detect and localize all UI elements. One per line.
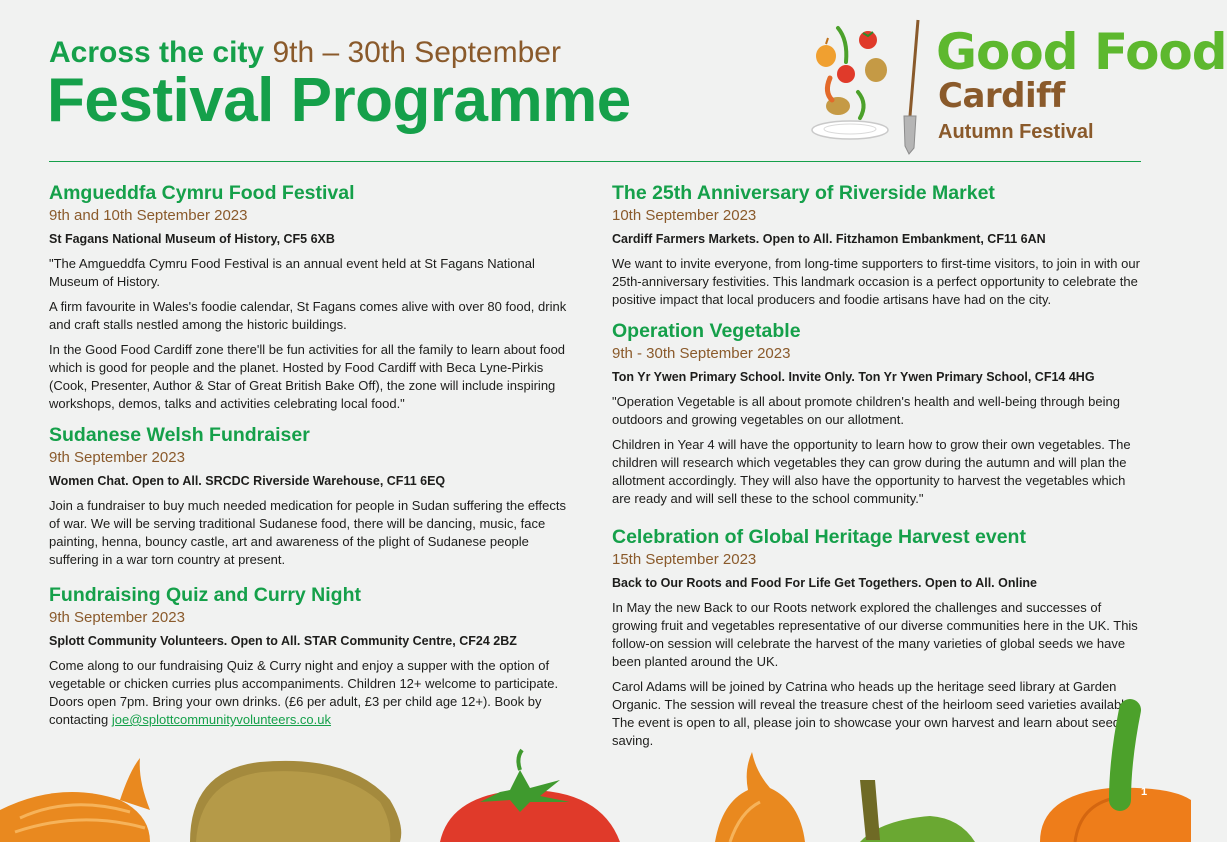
event-title: Sudanese Welsh Fundraiser: [49, 424, 310, 446]
event-date: 10th September 2023: [612, 207, 757, 224]
event-description: Children in Year 4 will have the opportunity to learn how to grow their own vegetables. The children will research which vegetables they can grow during the autumn and will plan the allotment accordingly. They will also have the opportunity to harvest the vegetables which are ready and will sell these to the school community.": [612, 437, 1131, 506]
page-title: Festival Programme: [47, 66, 631, 135]
event-date: 9th - 30th September 2023: [612, 345, 791, 362]
event-title: Operation Vegetable: [612, 320, 801, 342]
event-venue: Splott Community Volunteers. Open to All. STAR Community Centre, CF24 2BZ: [49, 634, 517, 648]
event-global-heritage: [612, 524, 1142, 750]
event-title: Celebration of Global Heritage Harvest event: [612, 526, 1026, 548]
header-subtitle-dates: 9th – 30th September: [272, 36, 561, 69]
event-description: [49, 657, 576, 729]
header-divider: [49, 161, 1141, 162]
logo-title: Good Food: [936, 23, 1227, 81]
event-date: 9th September 2023: [49, 449, 185, 466]
event-amgueddfa: [49, 180, 576, 413]
event-description: Carol Adams will be joined by Catrina who heads up the heritage seed library at Garden Organic. The session will reveal the treasure chest of the heirloom seed varieties available. The event is open to all, please join to showcase your own harvest and learn about seed saving.: [612, 679, 1135, 748]
vegetables-illustration: [0, 740, 1191, 842]
event-quiz-curry: [49, 582, 576, 729]
left-column: [49, 180, 576, 736]
event-title: Amgueddfa Cymru Food Festival: [49, 182, 355, 204]
event-description: "The Amgueddfa Cymru Food Festival is an annual event held at St Fagans National Museum of History.: [49, 256, 535, 289]
event-description: In May the new Back to our Roots network explored the challenges and successes of growing fruit and vegetables representative of our diverse communities here in the UK. This follow-on session will celebrate the harvest of the many varieties of global seeds we have been planted around the UK.: [612, 600, 1138, 669]
event-venue: Ton Yr Ywen Primary School. Invite Only. Ton Yr Ywen Primary School, CF14 4HG: [612, 370, 1095, 384]
logo-tagline: Autumn Festival: [938, 121, 1094, 143]
event-description: We want to invite everyone, from long-time supporters to first-time visitors, to join in with our 25th-anniversary festivities. This landmark occasion is a perfect opportunity to celebrate the positive impact that local producers and foodie artisans have had on the city.: [612, 256, 1140, 307]
event-riverside-market: [612, 180, 1142, 309]
event-description: A firm favourite in Wales's foodie calendar, St Fagans comes alive with over 80 food, drink and craft stalls nestled among the historic buildings.: [49, 299, 567, 332]
event-date: 9th and 10th September 2023: [49, 207, 248, 224]
event-date: 9th September 2023: [49, 609, 185, 626]
event-date: 15th September 2023: [612, 551, 757, 568]
header-subtitle-prefix: Across the city: [49, 36, 265, 69]
right-column: [612, 180, 1142, 757]
veg-plate-icon: [808, 18, 928, 158]
logo-city: Cardiff: [938, 76, 1065, 116]
event-description-text: Come along to our fundraising Quiz & Curry night and enjoy a supper with the option of vegetable or chicken curries plus accompaniments. Children 12+ welcome to participate. Doors open 7pm. Bring your own drinks. (£6 per adult, £3 per child age 12+). Book by contacting: [49, 658, 559, 727]
header-subtitle: [49, 36, 561, 70]
event-sudanese: [49, 422, 576, 569]
event-description: Join a fundraiser to buy much needed medication for people in Sudan suffering the effects of war. We will be serving traditional Sudanese food, there will be dancing, music, face painting, henna, bouncy castle, art and awareness of the plight of Sudanese people suffering in a war torn country at present.: [49, 498, 566, 567]
email-link[interactable]: joe@splottcommunityvolunteers.co.uk: [111, 712, 332, 727]
event-description: In the Good Food Cardiff zone there'll be fun activities for all the family to learn about food which is good for people and the planet. Hosted by Food Cardiff with Beca Lyne-Pirkis (Cook, Presenter, Author & Star of Great British Bake Off), the zone will include inspiring workshops, demos, talks and activities celebrating local food.": [49, 342, 566, 411]
event-venue: Women Chat. Open to All. SRCDC Riverside Warehouse, CF11 6EQ: [49, 474, 446, 488]
event-title: The 25th Anniversary of Riverside Market: [612, 182, 995, 204]
event-venue: Back to Our Roots and Food For Life Get Togethers. Open to All. Online: [612, 576, 1038, 590]
event-operation-vegetable: [612, 318, 1142, 508]
event-venue: Cardiff Farmers Markets. Open to All. Fitzhamon Embankment, CF11 6AN: [612, 232, 1046, 246]
event-title: Fundraising Quiz and Curry Night: [49, 584, 361, 606]
page-number: 1: [1141, 786, 1148, 798]
event-description: "Operation Vegetable is all about promote children's health and well-being through being outdoors and growing vegetables on our allotment.: [612, 394, 1120, 427]
event-venue: St Fagans National Museum of History, CF5 6XB: [49, 232, 335, 246]
